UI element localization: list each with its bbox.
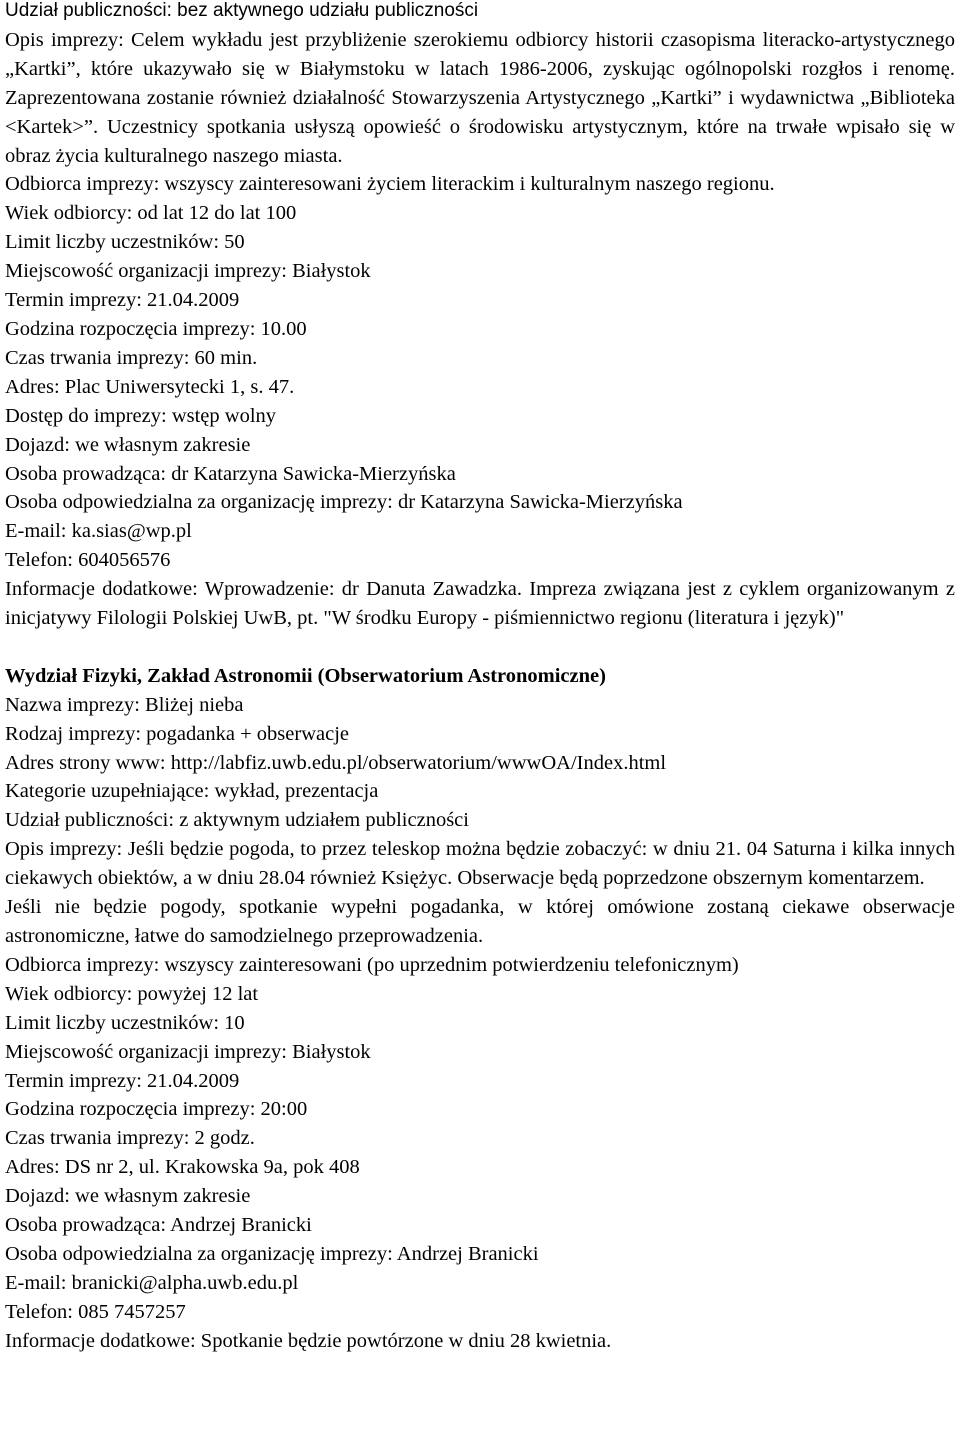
event1-audience: Odbiorca imprezy: wszyscy zainteresowani życiem literackim i kulturalnym naszego regionu. [5, 173, 775, 196]
event2-email: E-mail: branicki@alpha.uwb.edu.pl [5, 1271, 299, 1294]
event2-start-time: Godzina rozpoczęcia imprezy: 20:00 [5, 1098, 308, 1121]
event1-description: Opis imprezy: Celem wykładu jest przybliżenie szerokiemu odbiorcy historii czasopisma literacko-artystycznego „Kartki”, które ukazywało się w Białymstoku w latach 1986-2006, zyskując ogólnopolski rozgłos i renomę. Zaprezentowana zostanie również działalność Stowarzyszenia Artystycznego „Kartki” i wydawnictwa „Biblioteka <Kartek>”. Uczestnicy spotkania usłyszą opowieść o środowisku artystycznym, które na trwałe wpisało się w obraz życia kulturalnego naszego miasta. [5, 28, 955, 167]
event1-transport: Dojazd: we własnym zakresie [5, 433, 251, 456]
event1-organizer: Osoba odpowiedzialna za organizację imprezy: dr Katarzyna Sawicka-Mierzyńska [5, 491, 683, 514]
event1-limit: Limit liczby uczestników: 50 [5, 231, 245, 254]
event1-access: Dostęp do imprezy: wstęp wolny [5, 404, 277, 427]
event2-participation: Udział publiczności: z aktywnym udziałem publiczności [5, 809, 469, 832]
event2-description-alt: Jeśli nie będzie pogody, spotkanie wypełni pogadanka, w której omówione zostaną ciekawe obserwacje astronomiczne, łatwe do samodzielnego przeprowadzenia. [5, 896, 955, 947]
event1-start-time: Godzina rozpoczęcia imprezy: 10.00 [5, 317, 307, 340]
event2-website: Adres strony www: http://labfiz.uwb.edu.pl/obserwatorium/wwwOA/Index.html [5, 751, 667, 774]
event1-phone: Telefon: 604056576 [5, 549, 171, 572]
event2-age: Wiek odbiorcy: powyżej 12 lat [5, 982, 259, 1005]
event1-address: Adres: Plac Uniwersytecki 1, s. 47. [5, 375, 295, 398]
event2-transport: Dojazd: we własnym zakresie [5, 1185, 251, 1208]
section-spacer [5, 633, 955, 662]
event1-host: Osoba prowadząca: dr Katarzyna Sawicka-Mierzyńska [5, 462, 456, 485]
event2-address: Adres: DS nr 2, ul. Krakowska 9a, pok 408 [5, 1156, 360, 1179]
event1-location: Miejscowość organizacji imprezy: Białystok [5, 260, 371, 283]
event2-duration: Czas trwania imprezy: 2 godz. [5, 1127, 255, 1150]
event1-additional-info: Informacje dodatkowe: Wprowadzenie: dr Danuta Zawadzka. Impreza związana jest z cyklem organizowanym z inicjatywy Filologii Polskiej UwB, pt. "W środku Europy - piśmiennictwo regionu (literatura i język)" [5, 578, 955, 630]
event1-email: E-mail: ka.sias@wp.pl [5, 520, 192, 543]
event2-section-title: Wydział Fizyki, Zakład Astronomii (Obserwatorium Astronomiczne) [5, 664, 606, 687]
event2-additional-info: Informacje dodatkowe: Spotkanie będzie powtórzone w dniu 28 kwietnia. [5, 1329, 612, 1352]
event2-description: Opis imprezy: Jeśli będzie pogoda, to przez teleskop można będzie zobaczyć: w dniu 21. 04 Saturna i kilka innych ciekawych obiektów, a w dniu 28.04 również Księżyc. Obserwacje będą poprzedzone obszernym komentarzem. [5, 838, 955, 890]
event1-date: Termin imprezy: 21.04.2009 [5, 289, 240, 312]
event1-participation: Udział publiczności: bez aktywnego udziału publiczności [5, 0, 479, 21]
event2-host: Osoba prowadząca: Andrzej Branicki [5, 1214, 312, 1237]
event2-phone: Telefon: 085 7457257 [5, 1300, 186, 1323]
event2-date: Termin imprezy: 21.04.2009 [5, 1069, 240, 1092]
event2-type: Rodzaj imprezy: pogadanka + obserwacje [5, 722, 349, 745]
event2-name: Nazwa imprezy: Bliżej nieba [5, 693, 244, 716]
event2-limit: Limit liczby uczestników: 10 [5, 1011, 245, 1034]
event2-categories: Kategorie uzupełniające: wykład, prezentacja [5, 780, 379, 803]
event2-location: Miejscowość organizacji imprezy: Białystok [5, 1040, 371, 1063]
event2-audience: Odbiorca imprezy: wszyscy zainteresowani (po uprzednim potwierdzeniu telefonicznym) [5, 953, 739, 976]
event1-age: Wiek odbiorcy: od lat 12 do lat 100 [5, 202, 297, 225]
event1-duration: Czas trwania imprezy: 60 min. [5, 346, 258, 369]
event2-organizer: Osoba odpowiedzialna za organizację imprezy: Andrzej Branicki [5, 1242, 539, 1265]
